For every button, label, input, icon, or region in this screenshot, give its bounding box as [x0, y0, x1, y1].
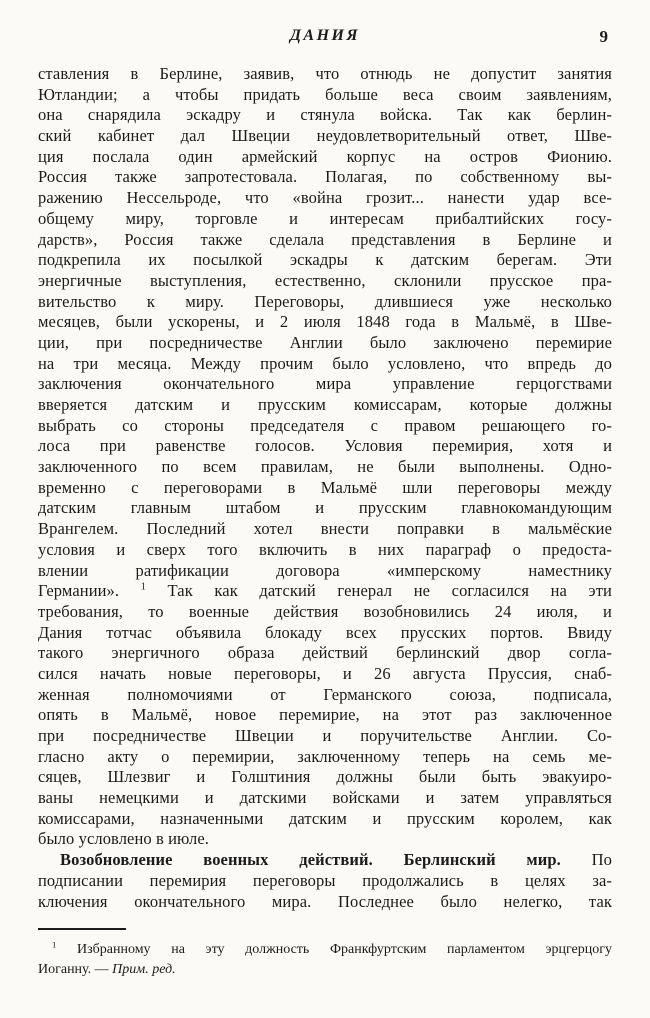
text-line: при посредничестве Швеции и поручительстве Англии. Со- — [38, 726, 612, 745]
running-head — [38, 27, 612, 49]
footnote-text — [38, 940, 612, 979]
text-line: Дания тотчас объявила блокаду всех прусских портов. Ввиду — [38, 622, 612, 642]
text-line: такого энергичного образа действий берлинский двор согла- — [38, 643, 612, 663]
text-line: выбрать со стороны председателя с правом решающего го- — [38, 415, 612, 435]
text-line: опять в Мальмё, новое перемирие, на этот раз заключенное — [38, 705, 612, 725]
text-line: сяцев, Шлезвиг и Голштиния должны были быть эвакуиро- — [38, 767, 612, 787]
text-line: женная полномочиями от Германского союза, подписала, — [38, 684, 612, 704]
text-line: гласно акту о перемирии, заключенному теперь на семь ме- — [38, 746, 612, 766]
text-line: сился начать новые переговоры, и 26 августа Пруссия, снаб- — [38, 663, 612, 683]
text-line: общему миру, торговле и интересам прибалтийских госу- — [38, 208, 612, 228]
text-line: Иоганну. — Прим. ред. — [38, 961, 176, 977]
text-line: ский кабинет дал Швеции неудовлетворительный ответ, Шве- — [38, 126, 612, 146]
text-line: вверяется датским и прусским комиссарам, которые должны — [38, 395, 612, 414]
text-line: Врангелем. Последний хотел внести поправки в мальмёские — [38, 519, 612, 539]
text-line: месяцев, были ускорены, и 2 июля 1848 года в Мальмё, в Шве- — [38, 312, 612, 332]
text-line: ключения окончательного мира. Последнее было нелегко, так — [38, 891, 612, 911]
text-line: она снарядила эскадру и стянула войска. Так как берлин- — [38, 105, 612, 125]
text-line: условия и сверх того включить в них параграф о предоста- — [38, 539, 612, 559]
text-line: $^1$ Избранному на эту должность Франкфуртским парламентом эрцгерцогу — [52, 940, 612, 957]
text-line: влении ратификации договора «имперскому наместнику — [38, 560, 612, 580]
text-line: на три месяца. Между прочим было условлено, что впредь до — [38, 353, 612, 373]
footnote-separator-rule — [38, 928, 126, 930]
text-line: ражению Нессельроде, что «война грозит... нанести удар все- — [38, 188, 612, 208]
text-line: Германии». $^1$ Так как датский генерал не согласился на эти — [38, 581, 612, 601]
text-line: вительство к миру. Переговоры, длившиеся уже несколько — [38, 291, 612, 311]
text-line: ции, при посредничестве Англии было заключено перемирие — [38, 332, 612, 352]
text-line: комиссарами, назначенными датским и прусским королем, как — [38, 808, 612, 828]
text-line: энергичные выступления, естественно, склонили прусское пра- — [38, 270, 612, 290]
chapter-title: ДАНИЯ — [289, 27, 360, 44]
text-line: Возобновление военных действий. Берлинский мир. По — [60, 850, 612, 870]
text-line: временно с переговорами в Мальмё шли переговоры между — [38, 477, 612, 497]
text-line: датским главным штабом и прусским главнокомандующим — [38, 498, 612, 518]
text-line: Россия также запротестовала. Полагая, по собственному вы- — [38, 167, 612, 187]
text-line: заключенного по всем правилам, не были выполнены. Одно- — [38, 457, 612, 477]
text-line: дарств», Россия также сделала представления в Берлине и — [38, 229, 612, 249]
text-line: ваны немецкими и датскими войсками и затем управляться — [38, 788, 612, 808]
text-line: было условлено в июле. — [38, 829, 210, 849]
text-line: Ютландии; а чтобы придать больше веса своим заявлениям, — [38, 84, 612, 104]
text-line: ставления в Берлине, заявив, что отнюдь не допустит занятия — [38, 64, 612, 83]
page-number: 9 — [599, 27, 608, 46]
text-line: подкрепила их посылкой эскадры к датским берегам. Эти — [38, 250, 612, 270]
text-line: подписании перемирия переговоры продолжались в целях за- — [38, 870, 612, 890]
text-line: ция послала один армейский корпус на остров Фионию. — [38, 146, 612, 166]
text-line: требования, то военные действия возобновились 24 июля, и — [38, 601, 612, 621]
text-line: заключения окончательного мира управление герцогствами — [38, 374, 612, 394]
text-line: лоса при равенстве голосов. Условия перемирия, хотя и — [38, 436, 612, 456]
body-text — [38, 64, 612, 912]
